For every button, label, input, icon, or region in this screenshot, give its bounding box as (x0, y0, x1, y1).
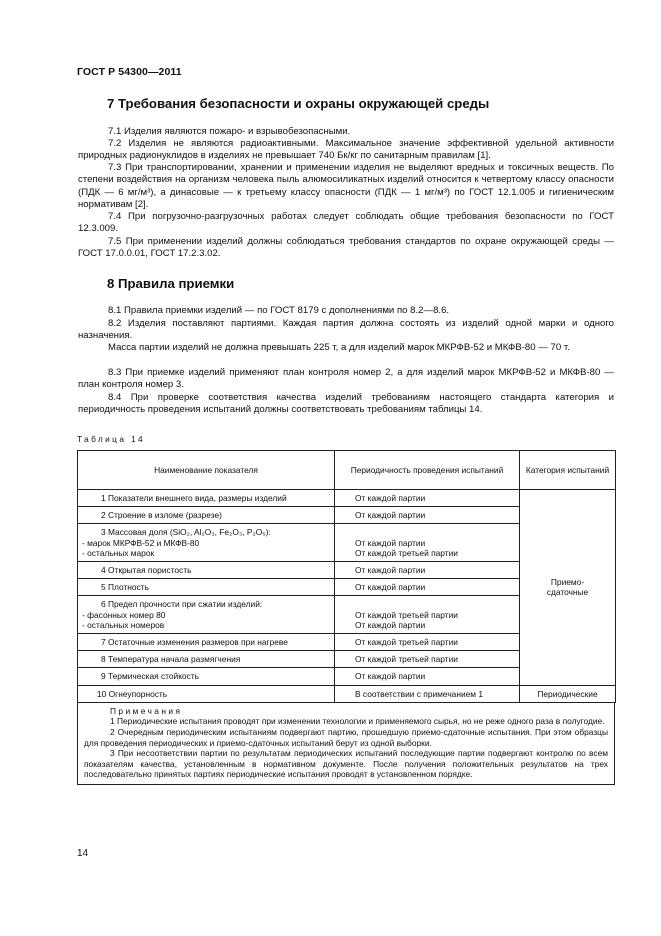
inspection-table (77, 450, 616, 703)
paragraph-8-2-mass: Масса партии изделий не должна превышать 225 т, а для изделий марок МКРФВ-52 и МКФВ-80 — 70 т. (108, 342, 570, 353)
paragraph-7-3: 7.3 При транспортировании, хранении и применении изделия не выделяют вредных и токсичных веществ. По степени воздействия на организм человека пыль алюмосиликатных изделий относится к четвертому классу опасности (ПДК — 6 мг/м³), а динасовые — к третьему классу опасности (ПДК — 1 мг/м³) по ГОСТ 12.1.005 и гигиеническим нормативам [2]. (78, 162, 614, 210)
indicator-text: 1 Показатели внешнего вида, размеры изделий (101, 493, 287, 503)
header-indicator: Наименование показателя (78, 451, 335, 490)
category-acceptance-line-2: сдаточные (546, 587, 589, 598)
indicator-cell (78, 651, 335, 668)
indicator-text: 10 Огнеупорность (97, 688, 168, 699)
header-periodicity: Периодичность проведения испытаний (335, 451, 520, 490)
indicator-text: 2 Строение в изломе (разрезе) (101, 510, 222, 521)
periodicity-text: От каждой партии (355, 582, 426, 593)
periodicity-text (339, 527, 515, 537)
paragraph-8-1: 8.1 Правила приемки изделий — по ГОСТ 8179 с дополнениями по 8.2—8.6. (108, 305, 450, 316)
indicator-text: 3 Массовая доля (SiO₂, Al₂O₃, Fe₂O₃, P₂O₅): (101, 527, 271, 538)
indicator-text: 4 Открытая пористость (101, 565, 192, 576)
indicator-text: 7 Остаточные изменения размеров при нагреве (101, 637, 288, 648)
indicator-cell (78, 579, 335, 596)
indicator-cell (78, 562, 335, 579)
indicator-cell (78, 524, 335, 562)
indicator-cell (78, 668, 335, 685)
periodicity-text: От каждой партии (355, 510, 426, 521)
paragraph-8-2: 8.2 Изделия поставляют партиями. Каждая партия должна состоять из изделий одной марки и одного назначения. (78, 318, 614, 342)
category-periodic-text: Периодические (537, 688, 598, 699)
document-code-header: ГОСТ Р 54300—2011 (77, 66, 182, 78)
indicator-subitem: - марок МКРФВ-52 и МКФВ-80 (82, 537, 200, 548)
periodicity-text: От каждой третьей партии (355, 637, 458, 648)
periodicity-cell (335, 507, 520, 524)
periodicity-cell (335, 634, 520, 651)
indicator-text: 8 Температура начала размягчения (101, 654, 241, 665)
paragraph-8-4: 8.4 При проверке соответствия качества изделий требованиям настоящего стандарта категория и периодичность проведения испытаний должны соответствовать требованиям таблицы 14. (78, 392, 614, 416)
category-acceptance-line-1: Приемо- (550, 577, 585, 588)
indicator-subitem: - остальных марок (82, 547, 155, 558)
periodicity-text: От каждой партии (355, 565, 426, 576)
table-notes (77, 703, 615, 785)
note-item: 1 Периодические испытания проводят при изменении технологии и применяемого сырья, но не реже одного раза в полугодие. (110, 716, 605, 727)
periodicity-cell (335, 579, 520, 596)
indicator-text: 9 Термическая стойкость (101, 671, 200, 682)
indicator-text: 6 Предел прочности при сжатии изделий: (101, 599, 263, 610)
note-item: 3 При несоответствии партии по результатам периодических испытаний последующие партии подвергают контролю по всем показателям качества, установленным в нормативном документе. После получения положительных результатов на трех последовательно принятых партиях периодические испытания проводят в установленном порядке. (84, 748, 608, 780)
note-item: 2 Очередным периодическим испытаниям подвергают партию, прошедшую приемо-сдаточные испытания. При этом образцы для проведения периодических и приемо-сдаточных испытаний берут из одной выборки. (84, 727, 608, 748)
paragraph-8-3: 8.3 При приемке изделий применяют план контроля номер 2, а для изделий марок МКРФВ-52 и МКФВ-80 — план контроля номер 3. (78, 367, 614, 391)
periodicity-cell (335, 562, 520, 579)
periodicity-text (339, 599, 515, 609)
periodicity-text: От каждой третьей партии (355, 609, 458, 620)
periodicity-text: От каждой партии (355, 619, 426, 630)
indicator-cell (78, 596, 335, 634)
periodicity-text: В соответствии с примечанием 1 (355, 688, 484, 699)
periodicity-cell (335, 651, 520, 668)
periodicity-text: От каждой партии (355, 493, 426, 503)
paragraph-7-4: 7.4 При погрузочно-разгрузочных работах следует соблюдать общие требования безопасности по ГОСТ 12.3.009. (78, 211, 614, 235)
table-14 (77, 450, 615, 785)
section-8-title: 8 Правила приемки (107, 276, 235, 291)
periodicity-text: От каждой третьей партии (355, 547, 458, 558)
indicator-text: 5 Плотность (101, 582, 149, 593)
indicator-subitem: - фасонных номер 80 (82, 609, 166, 620)
paragraph-7-5: 7.5 При применении изделий должны соблюдаться требования стандартов по охране окружающей среды — ГОСТ 17.0.0.01, ГОСТ 17.2.3.02. (78, 236, 614, 260)
indicator-cell (78, 634, 335, 651)
periodicity-cell (335, 668, 520, 685)
category-periodic-cell (520, 685, 616, 702)
notes-heading: Примечания (110, 705, 183, 716)
table-row (78, 490, 616, 507)
paragraph-7-1: 7.1 Изделия являются пожаро- и взрывобезопасными. (108, 126, 351, 137)
page-number: 14 (77, 848, 89, 859)
header-category: Категория испытаний (520, 451, 616, 490)
paragraph-7-2: 7.2 Изделия не являются радиоактивными. Максимальное значение эффективной удельной активности природных радионуклидов в изделиях не превышает 740 Бк/кг по санитарным правилам [1]. (78, 138, 614, 162)
periodicity-cell (335, 685, 520, 702)
indicator-cell (78, 507, 335, 524)
table-header-row (78, 451, 616, 490)
periodicity-cell (335, 524, 520, 562)
section-7-title: 7 Требования безопасности и охраны окружающей среды (107, 96, 490, 111)
periodicity-text: От каждой третьей партии (355, 654, 458, 665)
table-caption: Таблица 14 (77, 434, 146, 444)
indicator-cell (78, 685, 335, 702)
category-acceptance-cell (520, 490, 616, 686)
periodicity-cell (335, 596, 520, 634)
periodicity-text: От каждой партии (355, 671, 426, 682)
periodicity-text: От каждой партии (355, 537, 426, 548)
periodicity-cell (335, 490, 520, 507)
table-row (78, 685, 616, 702)
indicator-cell (78, 490, 335, 507)
indicator-subitem: - остальных номеров (82, 619, 165, 630)
